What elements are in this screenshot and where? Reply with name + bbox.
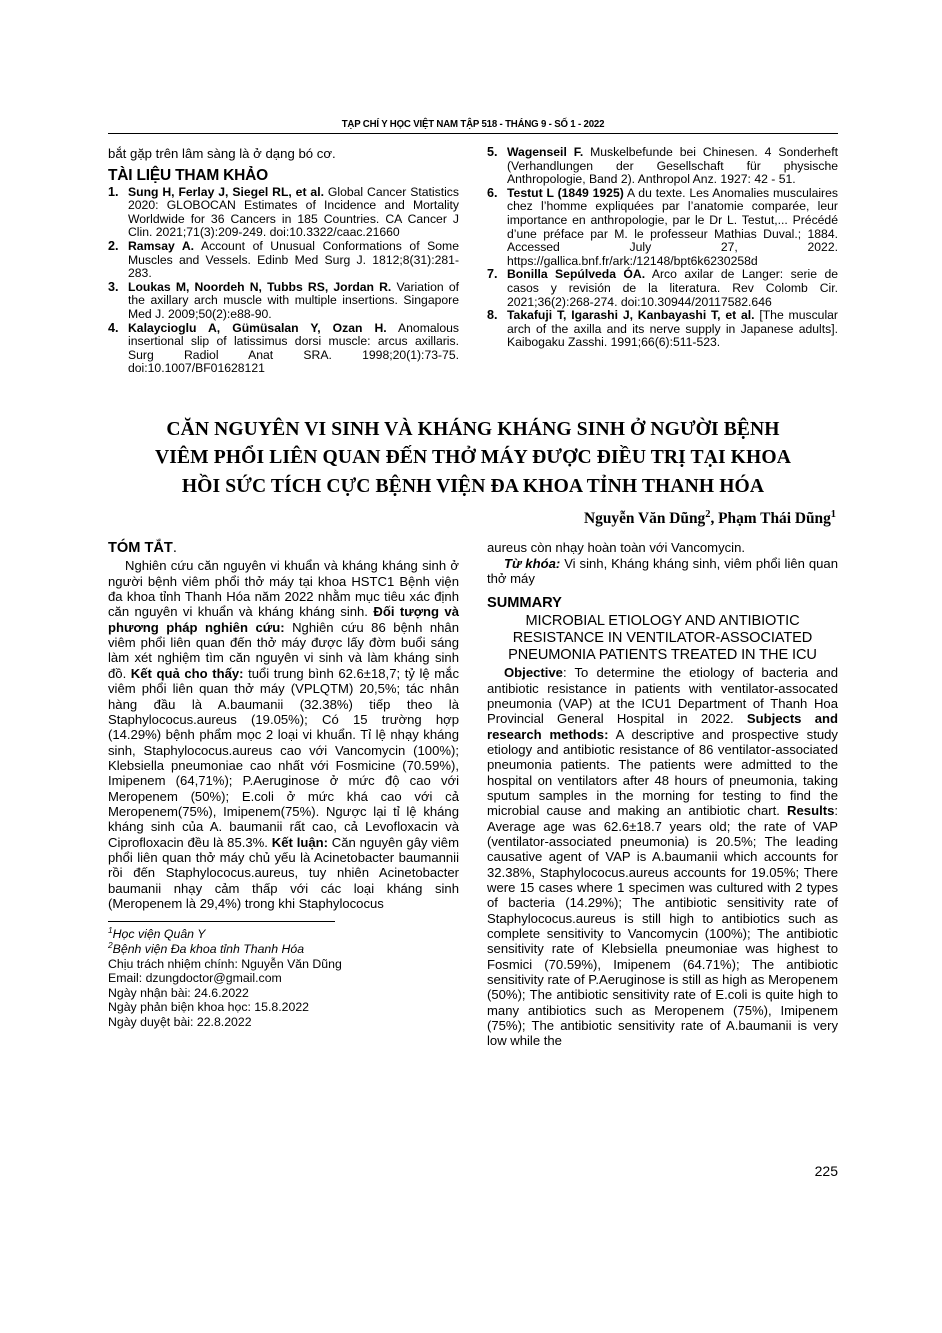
reference-authors: Wagenseil F. [507,145,584,159]
reference-item [108,281,459,322]
reference-list-right [487,146,838,350]
reference-text: Variation of the axillary arch muscle with multiple insertions. Singapore Med J. 2009;50(2):e88-90. [128,279,459,321]
author-affiliation-marker-2: 1 [830,509,836,521]
reference-authors: Takafuji T, Igarashi J, Kanbayashi T, et al. [507,308,755,323]
footnote-marker-2: 2 [108,939,113,950]
results-text: : Average age was 62.6±18.7 years old; the rate of VAP (ventilator-associated pneumonia) is 20.5%; The leading causative agent of VAP is A.baumanii which accounts for 32.38%, Staphylococus.aureus accounts for 19.05%; There were 15 cases where 1 specimen was cultured with 2 types of bacteria (14.29%); The antibiotic sensitivity rate of Staphylococus.aureus is still high to antibiotics such as complete sensitivity to Vancomycin (100%); The antibiotic sensitivity rate of Klebsiella pneumoniae was highest to Fosmici (70.59%), Imipenem (64.71%); The antibiotic sensitivity rate of P.Aeruginose is still as high as Meropenem (50%); The antibiotic sensitivity rate of E.coli is quite high to many antibiotics such as Meropenem (75%), Imipenem (75%); The antibiotic sensitivity rate of A.baumanii is very low while the [487,803,838,1049]
reference-text: Account of Unusual Conformations of Some Muscles and Vessels. Edinb Med Surg J. 1812;8(31):281-283. [128,238,459,281]
reference-number: 3. [108,279,119,294]
keywords-text: Vi sinh, Kháng kháng sinh, viêm phổi liên quan thở máy [487,555,839,587]
abstract-vi-methods-text: Nghiên cứu 86 bệnh nhân viêm phổi liên quan đến thở máy được lấy đờm buổi sáng làm xét nghiệm tìm căn nguyên vi sinh và làm kháng sinh đồ. [108,619,459,681]
reference-authors: Ramsay A. [128,238,195,253]
reference-number: 7. [487,267,498,282]
reference-text: Global Cancer Statistics 2020: GLOBOCAN Estimates of Incidence and Mortality Worldwide for 36 Cancers in 185 Countries. CA Cancer J Clin. 2021;71(3):209-249. doi:10.3322/caac.21660 [128,184,459,240]
footnote-block [108,921,459,1029]
reference-number: 5. [487,145,498,159]
abstract-en-paragraph [487,665,838,1049]
footnote-affiliation-1-text: Học viện Quân Y [112,927,206,942]
abstract-vi-paragraph [108,558,459,911]
abstract-vi-heading-text: TÓM TẮT [108,540,173,557]
results-label: Results [787,803,835,819]
abstract-vietnamese-column [108,540,459,1029]
footnote-review-date: Ngày phản biện khoa học: 15.8.2022 [108,1000,310,1015]
footnote-accepted-date: Ngày duyệt bài: 22.8.2022 [108,1014,252,1029]
abstract-vi-methods-label: Đối tượng và phương pháp nghiên cứu: [108,604,459,635]
references-left-column [108,146,459,376]
reference-authors: Kalaycioglu A, Gümüsalan Y, Ozan H. [128,320,387,335]
reference-text: Anomalous insertional slip of latissimus dorsi muscle: arcus axillaris. Surg Radiol Anat SRA. 1998;20(1):73-75. doi:10.1007/BF01628121 [128,320,459,376]
english-title-line-3: PNEUMONIA PATIENTS TREATED IN THE ICU [508,646,817,663]
abstract-vi-conclusion-text: Căn nguyên gây viêm phổi liên quan thở máy chủ yếu là Acinetobacter baumannii rồi đến Staphylococus.aureus, tuy nhiên Acinetobacter baumanii nhạy cảm thấp với các loại kháng sinh (Meropenem là 29,4%) trong khi Staphylococus [108,834,459,911]
keywords-label: Từ khóa: [504,555,561,571]
abstract-section [108,540,838,1048]
header-rule [108,133,838,134]
author-name-2: Phạm Thái Dũng [718,510,831,528]
reference-list-left [108,186,459,376]
footnote-email: Email: dzungdoctor@gmail.com [108,971,282,986]
footnote-affiliation-1 [108,927,459,942]
article-title-line-3: HỒI SỨC TÍCH CỰC BỆNH VIỆN ĐA KHOA TỈNH THANH HÓA [181,475,765,497]
abstract-vi-conclusion-label: Kết luận: [271,834,328,850]
reference-text: [The muscular arch of the axilla and its nerve supply in Japanese adults]. Kaibogaku Zasshi. 1991;66(6):511-523. [507,308,838,350]
reference-text: A du texte. Les Anomalies musculaires chez l’homme expliquées par l’anatomie comparée, leur importance en anthropologie, par le Dr L. Testut,... Précédé d’une préface par M. le professeur Mathias Duval.; 1884. Accessed July 27, 2022. https://gallica.bnf.fr/ark:/12148/bpt6k6230258d [507,185,838,268]
reference-item [487,268,838,309]
abstract-english-column [487,540,838,1048]
footnote-marker-1: 1 [108,925,113,936]
footnote-received-date: Ngày nhận bài: 24.6.2022 [108,985,249,1000]
reference-authors: Loukas M, Noordeh N, Tubbs RS, Jordan R. [128,279,392,294]
methods-text: A descriptive and prospective study etiology and antibiotic resistance of 86 ventilator-associated pneumonia patients. The patients were admitted to the hospital on ventilators after 48 hours of pneumonia, taking sputum samples in the morning for testing to find the microbial cause and making an antibiotic chart. [487,726,838,819]
abstract-vi-intro: Nghiên cứu căn nguyên vi khuẩn và kháng kháng sinh ở người bệnh viêm phổi thở máy tại khoa HSTC1 Bệnh viện đa khoa tỉnh Thanh Hóa năm 2022 nhằm mục tiêu xác định căn nguyên vi khuẩn và kháng kháng sinh. [108,558,459,620]
reference-text: Muskelbefunde bei Chinesen. 4 Sonderheft (Verhandlungen der Gesellschaft für physische Anthropologie, Band 2). Anthropol Anz. 1927: 42 - 51. [507,145,838,187]
abstract-vi-heading [108,540,459,557]
footnote-responsible-author: Chịu trách nhiệm chính: Nguyễn Văn Dũng [108,956,342,971]
english-title-line-2: RESISTANCE IN VENTILATOR-ASSOCIATED [512,630,813,647]
reference-authors: Testut L (1849 1925) [507,185,624,200]
reference-number: 8. [487,308,498,323]
continuation-line: bắt gặp trên lâm sàng là ở dạng bó cơ. [108,146,336,161]
reference-item [108,186,459,240]
abstract-vi-heading-suffix: . [172,540,177,557]
references-right-column [487,146,838,350]
abstract-vi-continuation: aureus còn nhạy hoàn toàn với Vancomycin. [487,540,746,556]
reference-number: 6. [487,185,498,200]
reference-item [487,187,838,269]
author-name-1: Nguyễn Văn Dũng [584,510,706,528]
footnote-rule [108,921,335,922]
author-separator: , [710,510,719,528]
page-number: 225 [814,1163,838,1179]
page-content [108,118,838,1049]
abstract-vi-results-label: Kết quả cho thấy: [130,665,244,681]
reference-number: 2. [108,238,119,253]
reference-number: 1. [108,184,119,199]
summary-heading: SUMMARY [487,595,562,612]
objective-label: Objective [504,665,563,681]
running-header: TẠP CHÍ Y HỌC VIỆT NAM TẬP 518 - THÁNG 9 - SỐ 1 - 2022 [341,118,605,130]
footnote-affiliation-2-text: Bệnh viện Đa khoa tỉnh Thanh Hóa [112,941,305,956]
objective-text: : To determine the etiology of bacteria and antibiotic resistance in patients with ventilator-assocated pneumonia (VAP) at the ICU1 Department of Thanh Hoa Provincial General Hospital in 2022. [487,665,838,727]
article-title-line-1: CĂN NGUYÊN VI SINH VÀ KHÁNG KHÁNG SINH Ở NGƯỜI BỆNH [166,418,780,440]
reference-item [487,309,838,350]
reference-authors: Bonilla Sepúlveda ÓA. [507,267,646,282]
reference-text: Arco axilar de Langer: serie de casos y revisión de la literatura. Rev Colomb Cir. 2021;36(2):268-274. doi:10.30944/20117582.646 [507,267,838,309]
english-title-line-1: MICROBIAL ETIOLOGY AND ANTIBIOTIC [525,613,800,630]
methods-label: Subjects and research methods: [487,711,838,742]
references-section [108,146,838,376]
reference-item [487,146,838,187]
author-byline [108,510,838,528]
reference-number: 4. [108,320,119,335]
english-title [487,613,838,663]
author-affiliation-marker-1: 2 [705,509,711,521]
abstract-vi-results-text: tuổi trung bình 62.6±18,7; tỷ lệ mắc viêm phổi liên quan thở máy (VPLQTM) 20,5%; tác nhân hàng đầu là A.baumanii (32.38%) tiếp theo là Staphylococus.aureus (19.05%); Có 15 trường hợp (14.29%) bệnh phẩm mọc 2 loại vi khuẩn. Tỉ lệ nhạy kháng sinh, Staphylococus.aureus cao với Vancomycin (100%); Klebsiella pneumoniae cao nhất với Fosmicine (70.59%), Imipenem (64,71%); P.Aeruginose ở mức độ cao với Meropenem (50%); E.coli ở mức khá cao với cả Meropenem(75%), Imipenem(75%). Ngược lại tỉ lệ kháng kháng sinh của A. baumanii rất cao, cả Levofloxacin và Ciprofloxacin đều là 85.3%. [108,665,459,850]
article-title [108,416,838,502]
reference-authors: Sung H, Ferlay J, Siegel RL, et al. [128,184,324,199]
references-heading: TÀI LIỆU THAM KHẢO [108,166,268,184]
reference-item [108,322,459,376]
keywords-paragraph [487,556,838,587]
reference-item [108,240,459,281]
footnote-affiliation-2 [108,939,459,957]
article-title-line-2: VIÊM PHỔI LIÊN QUAN ĐẾN THỞ MÁY ĐƯỢC ĐIỀU TRỊ TẠI KHOA [155,447,791,469]
